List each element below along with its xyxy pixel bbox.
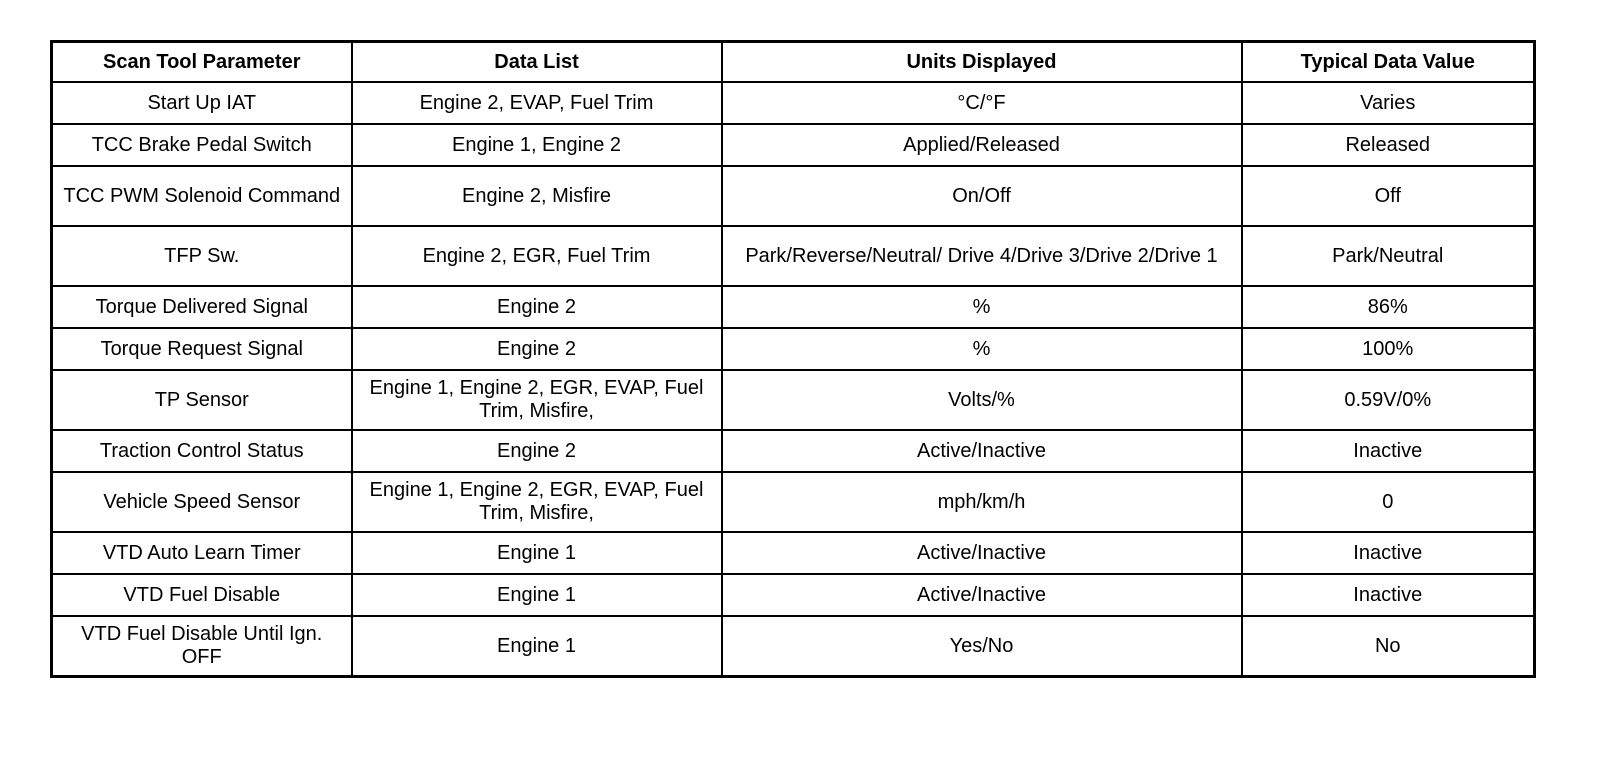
cell-typical-value: No	[1242, 616, 1535, 677]
cell-units: mph/km/h	[722, 472, 1242, 532]
cell-data-list: Engine 1, Engine 2	[352, 124, 722, 166]
table-row	[52, 616, 1535, 677]
cell-data-list: Engine 2, Misfire	[352, 166, 722, 226]
header-scan-tool-parameter: Scan Tool Parameter	[52, 42, 352, 83]
table-row	[52, 166, 1535, 226]
cell-parameter: Start Up IAT	[52, 82, 352, 124]
cell-parameter: Vehicle Speed Sensor	[52, 472, 352, 532]
cell-data-list: Engine 2, EGR, Fuel Trim	[352, 226, 722, 286]
cell-typical-value: Inactive	[1242, 574, 1535, 616]
table-row	[52, 370, 1535, 430]
cell-units: %	[722, 328, 1242, 370]
cell-typical-value: 0	[1242, 472, 1535, 532]
cell-typical-value: Inactive	[1242, 430, 1535, 472]
cell-data-list: Engine 2, EVAP, Fuel Trim	[352, 82, 722, 124]
cell-data-list: Engine 2	[352, 286, 722, 328]
cell-data-list: Engine 1	[352, 574, 722, 616]
cell-typical-value: Park/Neutral	[1242, 226, 1535, 286]
table-row	[52, 82, 1535, 124]
cell-typical-value: Off	[1242, 166, 1535, 226]
table-row	[52, 532, 1535, 574]
cell-units: °C/°F	[722, 82, 1242, 124]
cell-typical-value: Varies	[1242, 82, 1535, 124]
cell-units: %	[722, 286, 1242, 328]
cell-data-list: Engine 1, Engine 2, EGR, EVAP, Fuel Trim, Misfire,	[352, 370, 722, 430]
cell-parameter: Torque Delivered Signal	[52, 286, 352, 328]
scan-tool-parameter-table	[50, 40, 1536, 678]
cell-parameter: TP Sensor	[52, 370, 352, 430]
cell-parameter: TCC Brake Pedal Switch	[52, 124, 352, 166]
cell-typical-value: 0.59V/0%	[1242, 370, 1535, 430]
cell-parameter: TCC PWM Solenoid Command	[52, 166, 352, 226]
cell-units: Active/Inactive	[722, 430, 1242, 472]
cell-parameter: VTD Auto Learn Timer	[52, 532, 352, 574]
table-row	[52, 286, 1535, 328]
cell-units: Active/Inactive	[722, 574, 1242, 616]
cell-parameter: Torque Request Signal	[52, 328, 352, 370]
table-row	[52, 574, 1535, 616]
cell-data-list: Engine 1	[352, 616, 722, 677]
table-header-row	[52, 42, 1535, 83]
header-units-displayed: Units Displayed	[722, 42, 1242, 83]
table-row	[52, 430, 1535, 472]
cell-data-list: Engine 1	[352, 532, 722, 574]
cell-units: Applied/Released	[722, 124, 1242, 166]
cell-data-list: Engine 2	[352, 328, 722, 370]
cell-typical-value: Released	[1242, 124, 1535, 166]
table-row	[52, 226, 1535, 286]
cell-typical-value: 86%	[1242, 286, 1535, 328]
header-data-list: Data List	[352, 42, 722, 83]
cell-typical-value: Inactive	[1242, 532, 1535, 574]
table-row	[52, 328, 1535, 370]
cell-parameter: Traction Control Status	[52, 430, 352, 472]
cell-parameter: TFP Sw.	[52, 226, 352, 286]
table-row	[52, 124, 1535, 166]
cell-units: On/Off	[722, 166, 1242, 226]
cell-units: Park/Reverse/Neutral/ Drive 4/Drive 3/Drive 2/Drive 1	[722, 226, 1242, 286]
cell-parameter: VTD Fuel Disable	[52, 574, 352, 616]
cell-data-list: Engine 1, Engine 2, EGR, EVAP, Fuel Trim, Misfire,	[352, 472, 722, 532]
table-row	[52, 472, 1535, 532]
cell-data-list: Engine 2	[352, 430, 722, 472]
header-typical-data-value: Typical Data Value	[1242, 42, 1535, 83]
cell-units: Volts/%	[722, 370, 1242, 430]
cell-typical-value: 100%	[1242, 328, 1535, 370]
cell-parameter: VTD Fuel Disable Until Ign. OFF	[52, 616, 352, 677]
cell-units: Active/Inactive	[722, 532, 1242, 574]
cell-units: Yes/No	[722, 616, 1242, 677]
